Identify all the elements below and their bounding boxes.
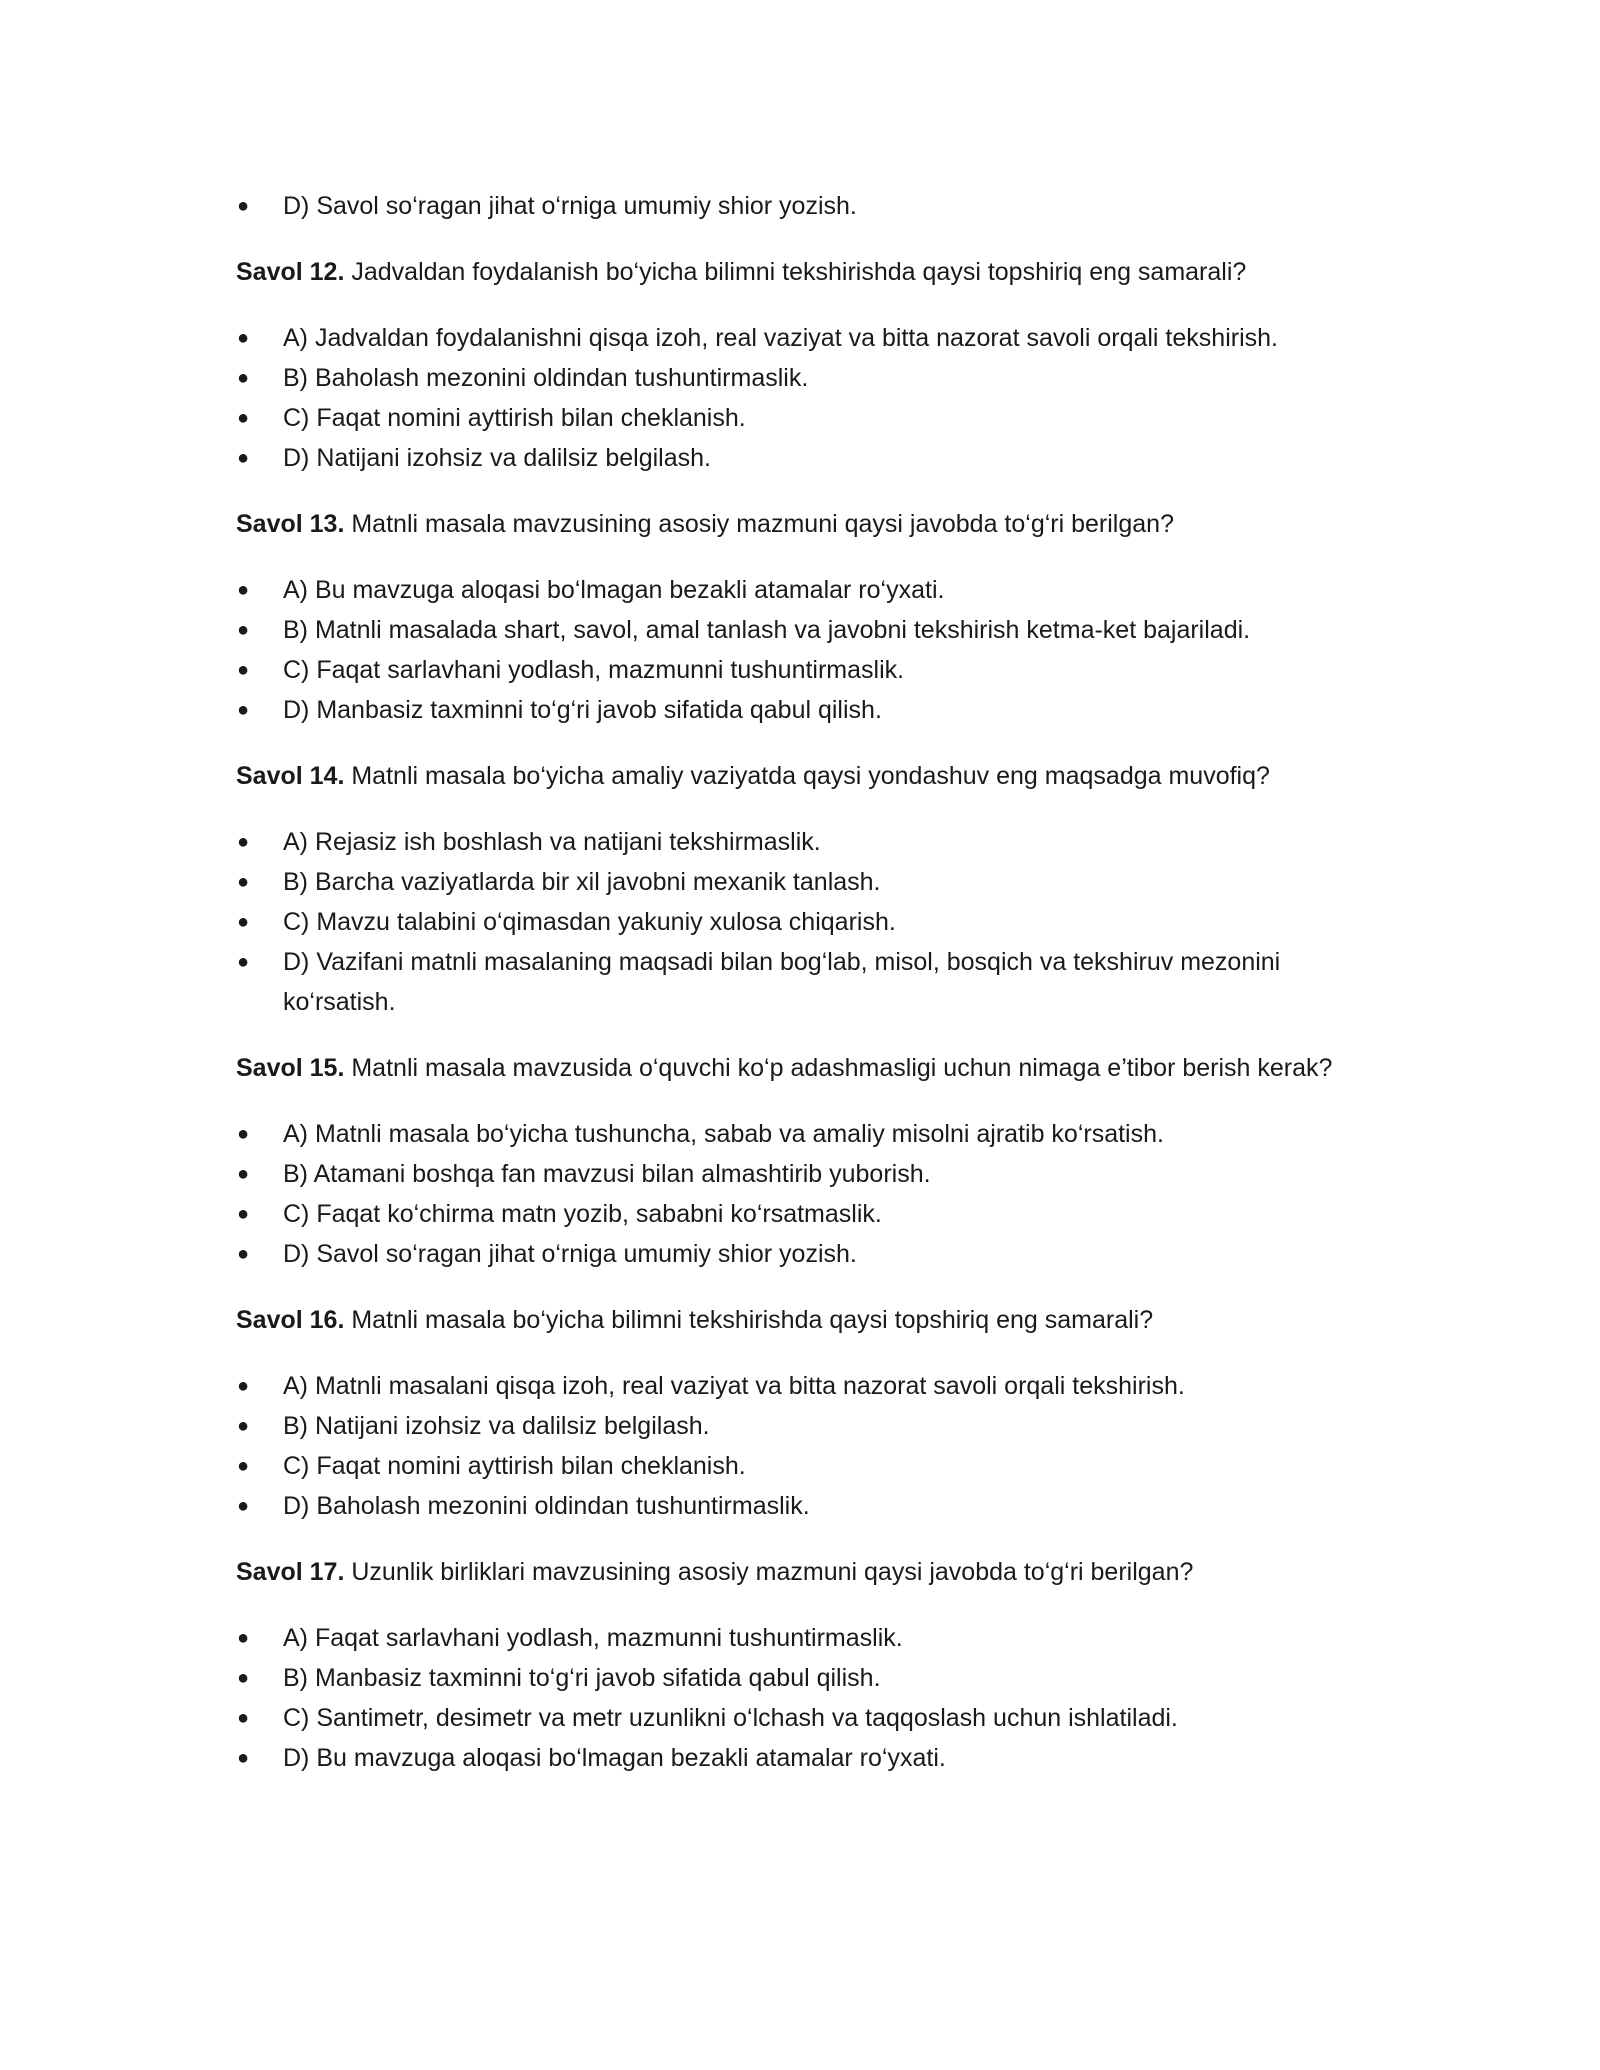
option-list xyxy=(236,186,1356,226)
answer-option: ● B) Manbasiz taxminni to‘g‘ri javob sifatida qabul qilish. xyxy=(236,1658,1356,1698)
bullet-icon: ● xyxy=(236,1415,250,1437)
option-list xyxy=(236,318,1356,478)
bullet-icon: ● xyxy=(236,831,250,853)
bullet-icon: ● xyxy=(236,407,250,429)
bullet-icon: ● xyxy=(236,619,250,641)
answer-option: ● D) Vazifani matnli masalaning maqsadi bilan bog‘lab, misol, bosqich va tekshiruv mezonini ko‘rsatish. xyxy=(236,942,1356,1022)
answer-option: ● D) Bu mavzuga aloqasi bo‘lmagan bezakli atamalar ro‘yxati. xyxy=(236,1738,1356,1778)
bullet-icon: ● xyxy=(236,1123,250,1145)
bullet-icon: ● xyxy=(236,1495,250,1517)
answer-option: ● C) Mavzu talabini o‘qimasdan yakuniy xulosa chiqarish. xyxy=(236,902,1356,942)
bullet-icon: ● xyxy=(236,327,250,349)
answer-option: ● D) Savol so‘ragan jihat o‘rniga umumiy shior yozish. xyxy=(236,186,1356,226)
option-list xyxy=(236,1366,1356,1526)
bullet-icon: ● xyxy=(236,659,250,681)
question-text: Savol 15. Matnli masala mavzusida o‘quvchi ko‘p adashmasligi uchun nimaga e’tibor berish kerak? xyxy=(236,1054,1333,1082)
question-text: Savol 16. Matnli masala bo‘yicha bilimni tekshirishda qaysi topshiriq eng samarali? xyxy=(236,1306,1154,1334)
bullet-icon: ● xyxy=(236,1667,250,1689)
answer-option: ● C) Faqat sarlavhani yodlash, mazmunni tushuntirmaslik. xyxy=(236,650,1356,690)
bullet-icon: ● xyxy=(236,579,250,601)
answer-option: ● A) Faqat sarlavhani yodlash, mazmunni tushuntirmaslik. xyxy=(236,1618,1356,1658)
option-list xyxy=(236,570,1356,730)
question-label: Savol 16. xyxy=(236,1306,345,1334)
bullet-icon: ● xyxy=(236,911,250,933)
answer-option: ● D) Savol so‘ragan jihat o‘rniga umumiy shior yozish. xyxy=(236,1234,1356,1274)
question-text: Savol 17. Uzunlik birliklari mavzusining asosiy mazmuni qaysi javobda to‘g‘ri berilgan? xyxy=(236,1558,1194,1586)
answer-option: ● A) Bu mavzuga aloqasi bo‘lmagan bezakli atamalar ro‘yxati. xyxy=(236,570,1356,610)
answer-option: ● A) Matnli masalani qisqa izoh, real vaziyat va bitta nazorat savoli orqali tekshirish. xyxy=(236,1366,1356,1406)
answer-option: ● C) Faqat ko‘chirma matn yozib, sababni ko‘rsatmaslik. xyxy=(236,1194,1356,1234)
bullet-icon: ● xyxy=(236,367,250,389)
option-list xyxy=(236,1114,1356,1274)
answer-option: ● B) Barcha vaziyatlarda bir xil javobni mexanik tanlash. xyxy=(236,862,1356,902)
answer-option: ● B) Atamani boshqa fan mavzusi bilan almashtirib yuborish. xyxy=(236,1154,1356,1194)
bullet-icon: ● xyxy=(236,1375,250,1397)
answer-option: ● B) Baholash mezonini oldindan tushuntirmaslik. xyxy=(236,358,1356,398)
bullet-icon: ● xyxy=(236,1707,250,1729)
option-list xyxy=(236,1618,1356,1778)
answer-option: ● D) Manbasiz taxminni to‘g‘ri javob sifatida qabul qilish. xyxy=(236,690,1356,730)
bullet-icon: ● xyxy=(236,871,250,893)
bullet-icon: ● xyxy=(236,1627,250,1649)
answer-option: ● A) Rejasiz ish boshlash va natijani tekshirmaslik. xyxy=(236,822,1356,862)
answer-option: ● A) Matnli masala bo‘yicha tushuncha, sabab va amaliy misolni ajratib ko‘rsatish. xyxy=(236,1114,1356,1154)
answer-option: ● B) Natijani izohsiz va dalilsiz belgilash. xyxy=(236,1406,1356,1446)
answer-option: ● B) Matnli masalada shart, savol, amal tanlash va javobni tekshirish ketma-ket bajariladi. xyxy=(236,610,1356,650)
answer-option: ● A) Jadvaldan foydalanishni qisqa izoh, real vaziyat va bitta nazorat savoli orqali tekshirish. xyxy=(236,318,1356,358)
bullet-icon: ● xyxy=(236,1455,250,1477)
answer-option: ● D) Baholash mezonini oldindan tushuntirmaslik. xyxy=(236,1486,1356,1526)
document-content xyxy=(236,186,1356,1778)
question-text: Savol 14. Matnli masala bo‘yicha amaliy vaziyatda qaysi yondashuv eng maqsadga muvofiq? xyxy=(236,762,1270,790)
bullet-icon: ● xyxy=(236,195,250,217)
question-label: Savol 13. xyxy=(236,510,345,538)
option-list xyxy=(236,822,1356,1022)
bullet-icon: ● xyxy=(236,1203,250,1225)
question-label: Savol 15. xyxy=(236,1054,345,1082)
question-text: Savol 12. Jadvaldan foydalanish bo‘yicha bilimni tekshirishda qaysi topshiriq eng samarali? xyxy=(236,258,1247,286)
answer-option: ● C) Faqat nomini ayttirish bilan cheklanish. xyxy=(236,398,1356,438)
bullet-icon: ● xyxy=(236,1747,250,1769)
answer-option: ● C) Faqat nomini ayttirish bilan cheklanish. xyxy=(236,1446,1356,1486)
bullet-icon: ● xyxy=(236,1163,250,1185)
bullet-icon: ● xyxy=(236,447,250,469)
question-label: Savol 17. xyxy=(236,1558,345,1586)
bullet-icon: ● xyxy=(236,1243,250,1265)
question-label: Savol 12. xyxy=(236,258,345,286)
bullet-icon: ● xyxy=(236,699,250,721)
bullet-icon: ● xyxy=(236,951,250,973)
answer-option: ● C) Santimetr, desimetr va metr uzunlikni o‘lchash va taqqoslash uchun ishlatiladi. xyxy=(236,1698,1356,1738)
answer-option: ● D) Natijani izohsiz va dalilsiz belgilash. xyxy=(236,438,1356,478)
question-text: Savol 13. Matnli masala mavzusining asosiy mazmuni qaysi javobda to‘g‘ri berilgan? xyxy=(236,510,1174,538)
question-label: Savol 14. xyxy=(236,762,345,790)
